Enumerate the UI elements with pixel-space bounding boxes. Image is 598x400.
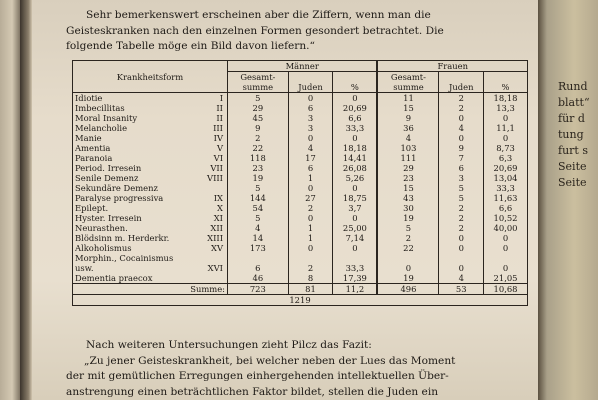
women-total-cell: 11 — [377, 93, 438, 104]
after-line-2: „Zu jener Geisteskrankheit, bei welcher neben der Lues das Moment — [84, 354, 456, 367]
table-row — [73, 193, 528, 203]
statistics-table — [72, 60, 528, 306]
women-total-cell: 103 — [377, 143, 438, 153]
right-fragment: Seite — [558, 160, 587, 173]
disease-form — [73, 203, 228, 213]
men-total-cell: 54 — [228, 203, 289, 213]
table-row — [73, 273, 528, 284]
disease-form — [73, 123, 228, 133]
men-total-cell: 6 — [228, 263, 289, 273]
table-row — [73, 253, 528, 263]
men-jews-cell: 1 — [288, 233, 333, 243]
men-pct-cell: 7,14 — [333, 233, 378, 243]
form-number: XII — [210, 223, 223, 233]
men-jews-cell: 0 — [288, 243, 333, 253]
form-number: VII — [210, 163, 223, 173]
disease-form — [73, 253, 228, 263]
disease-form — [73, 93, 228, 104]
women-pct-cell: 0 — [484, 133, 528, 143]
women-pct-cell: 0 — [484, 113, 528, 123]
disease-name: Neurasthen. — [75, 223, 128, 233]
disease-form — [73, 133, 228, 143]
right-fragment: furt s — [558, 144, 588, 157]
header-men-jews: Juden — [288, 72, 333, 93]
form-number: II — [216, 103, 223, 113]
sum-women-jews: 53 — [439, 284, 484, 295]
women-total-cell: 43 — [377, 193, 438, 203]
men-total-cell: 19 — [228, 173, 289, 183]
women-pct-cell: 11,1 — [484, 123, 528, 133]
right-fragment: Seite — [558, 176, 587, 189]
women-pct-cell: 8,73 — [484, 143, 528, 153]
men-jews-cell: 1 — [288, 223, 333, 233]
header-krankheitsform: Krankheitsform — [73, 61, 228, 93]
after-line-4: anstrengung einen beträchtlichen Faktor bildet, stellen die Juden ein — [66, 385, 439, 398]
disease-name: Period. Irresein — [75, 163, 142, 173]
disease-name: Hyster. Irresein — [75, 213, 142, 223]
women-total-cell: 36 — [377, 123, 438, 133]
disease-name: Alkoholismus — [75, 243, 132, 253]
men-pct-cell: 5,26 — [333, 173, 378, 183]
sum-men-pct: 11,2 — [333, 284, 378, 295]
men-jews-cell: 17 — [288, 153, 333, 163]
disease-name: Manie — [75, 133, 102, 143]
men-jews-cell — [288, 253, 333, 263]
women-jews-cell: 3 — [439, 173, 484, 183]
disease-name: Morphin., Cocainismus — [75, 253, 174, 263]
table-row — [73, 163, 528, 173]
table-row — [73, 203, 528, 213]
women-jews-cell: 0 — [439, 243, 484, 253]
header-frauen: Frauen — [377, 61, 527, 72]
men-pct-cell: 20,69 — [333, 103, 378, 113]
men-pct-cell: 26,08 — [333, 163, 378, 173]
grand-total-row — [73, 295, 528, 306]
form-number: I — [219, 93, 223, 103]
form-number: V — [216, 143, 223, 153]
header-men-pct: % — [333, 72, 378, 93]
women-jews-cell: 5 — [439, 183, 484, 193]
women-pct-cell: 21,05 — [484, 273, 528, 284]
table-body — [73, 93, 528, 284]
women-jews-cell: 0 — [439, 263, 484, 273]
left-page-edge — [0, 0, 22, 400]
disease-form — [73, 223, 228, 233]
men-pct-cell: 0 — [333, 93, 378, 104]
disease-form — [73, 243, 228, 253]
closing-paragraph — [66, 338, 536, 400]
women-pct-cell: 11,63 — [484, 193, 528, 203]
men-pct-cell: 6,6 — [333, 113, 378, 123]
table-row — [73, 143, 528, 153]
sum-label: Summe: — [73, 284, 228, 295]
disease-form — [73, 153, 228, 163]
header-men-total: Gesamt- summe — [228, 72, 289, 93]
disease-name: Blödsinn m. Herderkr. — [75, 233, 170, 243]
disease-form — [73, 263, 228, 273]
men-jews-cell: 0 — [288, 93, 333, 104]
women-pct-cell: 6,6 — [484, 203, 528, 213]
men-pct-cell: 18,75 — [333, 193, 378, 203]
men-jews-cell: 0 — [288, 213, 333, 223]
disease-form — [73, 103, 228, 113]
grand-total: 1219 — [73, 295, 528, 306]
men-jews-cell: 4 — [288, 143, 333, 153]
men-total-cell: 5 — [228, 213, 289, 223]
table-row — [73, 133, 528, 143]
book-gutter — [20, 0, 32, 400]
women-jews-cell: 0 — [439, 233, 484, 243]
table-row — [73, 263, 528, 273]
women-total-cell: 23 — [377, 173, 438, 183]
women-jews-cell: 7 — [439, 153, 484, 163]
men-jews-cell: 2 — [288, 263, 333, 273]
men-jews-cell: 3 — [288, 113, 333, 123]
men-pct-cell: 3,7 — [333, 203, 378, 213]
men-jews-cell: 27 — [288, 193, 333, 203]
women-total-cell: 4 — [377, 133, 438, 143]
disease-form — [73, 213, 228, 223]
header-women-jews: Juden — [439, 72, 484, 93]
intro-line-1: Sehr bemerkenswert erscheinen aber die Ziffern, wenn man die — [86, 9, 431, 21]
disease-name: Paralyse progressiva — [75, 193, 164, 203]
men-jews-cell: 6 — [288, 163, 333, 173]
table-row — [73, 223, 528, 233]
table-row — [73, 173, 528, 183]
disease-form — [73, 193, 228, 203]
women-jews-cell: 4 — [439, 273, 484, 284]
women-jews-cell: 6 — [439, 163, 484, 173]
men-total-cell: 14 — [228, 233, 289, 243]
women-jews-cell: 2 — [439, 223, 484, 233]
sum-men-total: 723 — [228, 284, 289, 295]
men-pct-cell: 25,00 — [333, 223, 378, 233]
table-row — [73, 113, 528, 123]
men-total-cell: 23 — [228, 163, 289, 173]
intro-paragraph — [66, 8, 536, 55]
right-fragment: für d — [558, 112, 585, 125]
men-jews-cell: 1 — [288, 173, 333, 183]
disease-name: Amentia — [75, 143, 111, 153]
men-pct-cell: 33,3 — [333, 263, 378, 273]
right-fragment: Rund — [558, 80, 588, 93]
men-total-cell: 9 — [228, 123, 289, 133]
after-line-3: der mit gemütlichen Erregungen einhergehenden intellektuellen Über- — [66, 370, 449, 382]
disease-name: Senile Demenz — [75, 173, 139, 183]
women-total-cell: 30 — [377, 203, 438, 213]
women-jews-cell: 2 — [439, 93, 484, 104]
form-number: VIII — [207, 173, 223, 183]
right-fragment: blatt“ — [558, 96, 590, 109]
form-number: II — [216, 113, 223, 123]
men-total-cell: 5 — [228, 93, 289, 104]
men-total-cell: 22 — [228, 143, 289, 153]
form-number: X — [217, 203, 223, 213]
disease-name: Idiotie — [75, 93, 103, 103]
form-number: XI — [213, 213, 223, 223]
women-jews-cell: 0 — [439, 133, 484, 143]
men-total-cell: 2 — [228, 133, 289, 143]
form-number: XVI — [207, 263, 223, 273]
men-pct-cell — [333, 253, 378, 263]
disease-form — [73, 163, 228, 173]
women-pct-cell: 20,69 — [484, 163, 528, 173]
women-total-cell — [377, 253, 438, 263]
right-fragment: tung — [558, 128, 584, 141]
header-women-total: Gesamt- summe — [377, 72, 438, 93]
women-pct-cell: 40,00 — [484, 223, 528, 233]
form-number: IV — [213, 133, 223, 143]
women-pct-cell: 18,18 — [484, 93, 528, 104]
women-jews-cell — [439, 253, 484, 263]
table-row — [73, 103, 528, 113]
sum-women-total: 496 — [377, 284, 438, 295]
form-number: IX — [213, 193, 223, 203]
men-total-cell: 144 — [228, 193, 289, 203]
women-total-cell: 15 — [377, 103, 438, 113]
sum-row — [73, 284, 528, 295]
header-maenner: Männer — [228, 61, 378, 72]
women-pct-cell: 0 — [484, 243, 528, 253]
women-jews-cell: 9 — [439, 143, 484, 153]
women-total-cell: 5 — [377, 223, 438, 233]
women-jews-cell: 2 — [439, 213, 484, 223]
disease-form — [73, 233, 228, 243]
disease-form — [73, 113, 228, 123]
men-pct-cell: 14,41 — [333, 153, 378, 163]
women-total-cell: 15 — [377, 183, 438, 193]
women-pct-cell: 10,52 — [484, 213, 528, 223]
disease-form — [73, 173, 228, 183]
disease-name: Epilept. — [75, 203, 109, 213]
women-jews-cell: 0 — [439, 113, 484, 123]
men-jews-cell: 2 — [288, 203, 333, 213]
men-jews-cell: 0 — [288, 183, 333, 193]
women-pct-cell: 0 — [484, 263, 528, 273]
intro-line-2: Geisteskranken nach den einzelnen Formen gesondert betrachtet. Die — [66, 24, 444, 37]
table-row — [73, 153, 528, 163]
men-pct-cell: 33,3 — [333, 123, 378, 133]
table-row — [73, 233, 528, 243]
men-total-cell — [228, 253, 289, 263]
women-pct-cell: 33,3 — [484, 183, 528, 193]
women-pct-cell: 0 — [484, 233, 528, 243]
disease-name: usw. — [75, 263, 94, 273]
men-total-cell: 5 — [228, 183, 289, 193]
form-number: VI — [213, 153, 223, 163]
table-row — [73, 123, 528, 133]
women-pct-cell: 13,04 — [484, 173, 528, 183]
after-line-1: Nach weiteren Untersuchungen zieht Pilcz das Fazit: — [86, 339, 372, 351]
men-pct-cell: 18,18 — [333, 143, 378, 153]
form-number: XIII — [207, 233, 223, 243]
intro-line-3: folgende Tabelle möge ein Bild davon liefern.“ — [66, 40, 315, 52]
women-total-cell: 111 — [377, 153, 438, 163]
men-pct-cell: 17,39 — [333, 273, 378, 284]
form-number: III — [213, 123, 223, 133]
table-row — [73, 93, 528, 104]
men-pct-cell: 0 — [333, 133, 378, 143]
men-jews-cell: 6 — [288, 103, 333, 113]
women-total-cell: 0 — [377, 263, 438, 273]
men-jews-cell: 8 — [288, 273, 333, 284]
disease-name: Paranoia — [75, 153, 113, 163]
women-pct-cell: 13,3 — [484, 103, 528, 113]
men-total-cell: 4 — [228, 223, 289, 233]
disease-form — [73, 273, 228, 284]
disease-form — [73, 183, 228, 193]
women-jews-cell: 2 — [439, 103, 484, 113]
women-jews-cell: 4 — [439, 123, 484, 133]
men-jews-cell: 0 — [288, 133, 333, 143]
women-total-cell: 29 — [377, 163, 438, 173]
women-total-cell: 9 — [377, 113, 438, 123]
men-pct-cell: 0 — [333, 183, 378, 193]
women-jews-cell: 2 — [439, 203, 484, 213]
table-row — [73, 183, 528, 193]
disease-name: Sekundäre Demenz — [75, 183, 158, 193]
disease-name: Imbecillitas — [75, 103, 125, 113]
women-total-cell: 19 — [377, 213, 438, 223]
men-jews-cell: 3 — [288, 123, 333, 133]
women-total-cell: 22 — [377, 243, 438, 253]
disease-name: Moral Insanity — [75, 113, 138, 123]
sum-men-jews: 81 — [288, 284, 333, 295]
men-total-cell: 173 — [228, 243, 289, 253]
disease-form — [73, 143, 228, 153]
men-total-cell: 46 — [228, 273, 289, 284]
header-women-pct: % — [484, 72, 528, 93]
women-jews-cell: 5 — [439, 193, 484, 203]
table-row — [73, 243, 528, 253]
women-pct-cell — [484, 253, 528, 263]
disease-name: Melancholie — [75, 123, 128, 133]
men-pct-cell: 0 — [333, 213, 378, 223]
table-row — [73, 213, 528, 223]
women-total-cell: 2 — [377, 233, 438, 243]
men-total-cell: 45 — [228, 113, 289, 123]
form-number: XV — [210, 243, 223, 253]
women-total-cell: 19 — [377, 273, 438, 284]
sum-women-pct: 10,68 — [484, 284, 528, 295]
men-total-cell: 29 — [228, 103, 289, 113]
men-total-cell: 118 — [228, 153, 289, 163]
women-pct-cell: 6,3 — [484, 153, 528, 163]
men-pct-cell: 0 — [333, 243, 378, 253]
right-page-edge — [538, 0, 598, 400]
disease-name: Dementia praecox — [75, 273, 153, 283]
